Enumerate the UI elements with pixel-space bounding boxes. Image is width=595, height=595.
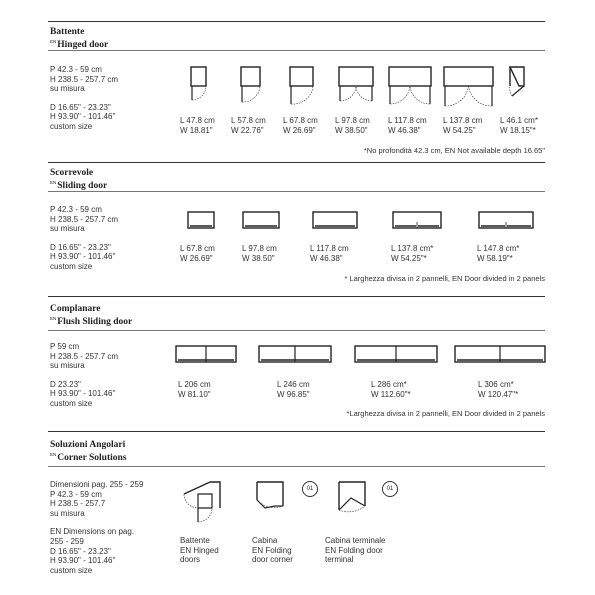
sliding-door-2-icon	[242, 211, 282, 231]
flush-dim-3: L 286 cm* W 112.60"*	[371, 380, 411, 399]
hinged-door-4-icon	[338, 66, 378, 104]
spec-line: P 42.3 - 59 cm	[50, 205, 102, 214]
hinged-dim-7: L 46.1 cm* W 18.15"*	[500, 116, 538, 135]
title-it: Complanare	[50, 304, 101, 314]
folding-door-terminal-icon	[337, 480, 377, 520]
flush-dim-4: L 306 cm* W 120.47"*	[478, 380, 519, 399]
badge-01: 01	[302, 481, 318, 497]
flush-note: *Larghezza divisa in 2 pannelli, EN Door divided in 2 panels	[346, 409, 545, 418]
en-marker: EN	[50, 39, 57, 44]
en-marker: EN	[50, 316, 57, 321]
spec-line: H 93.90" - 101.46"	[50, 556, 116, 566]
flush-door-3-icon	[354, 345, 440, 367]
spec-line: H 238.5 - 257.7 cm	[50, 74, 119, 84]
spec-line: su misura	[50, 224, 85, 234]
sliding-note: * Larghezza divisa in 2 pannelli, EN Door divided in 2 panels	[344, 274, 545, 283]
hinged-dim-2: L 57.8 cm W 22.76"	[231, 116, 266, 135]
spec-line: 255 - 259	[50, 536, 84, 546]
corner-hinged-door-icon	[180, 478, 226, 526]
section-title-sliding	[50, 168, 107, 191]
corner-label-hinged: Battente EN Hinged doors	[180, 536, 219, 564]
spec-line: P 42.3 - 59 cm	[50, 65, 102, 74]
spec-hinged	[50, 65, 118, 132]
flush-dim-2: L 246 cm W 96.85"	[277, 380, 310, 399]
spec-flush	[50, 342, 118, 409]
sliding-dim-2: L 97.8 cm W 38.50"	[242, 244, 277, 263]
corner-label-terminale: Cabina terminale EN Folding door terminal	[325, 536, 386, 564]
spec-line: D 16.65" - 23.23"	[50, 546, 111, 556]
spec-line: D 16.65" - 23.23"	[50, 242, 111, 252]
spec-line: H 93.90" - 101.46"	[50, 252, 116, 262]
hinged-door-3-icon	[289, 66, 317, 104]
hinged-note: *No profondità 42.3 cm, EN Not available depth 16.65"	[363, 146, 545, 155]
flush-door-2-icon	[258, 345, 334, 367]
hinged-dim-3: L 67.8 cm W 26.69"	[283, 116, 318, 135]
spec-line: H 238.5 - 257.7 cm	[50, 351, 119, 361]
section-title-corner	[50, 440, 127, 463]
hinged-dim-6: L 137.8 cm W 54.25"	[443, 116, 483, 135]
sliding-dim-1: L 67.8 cm W 26.69"	[180, 244, 215, 263]
hinged-dim-1: L 47.8 cm W 18.81"	[180, 116, 215, 135]
section-rule	[48, 296, 545, 297]
spec-gap	[50, 371, 118, 380]
flush-door-4-icon	[454, 345, 548, 367]
spec-line: EN Dimensions on pag.	[50, 527, 135, 537]
divider	[48, 191, 545, 192]
spec-line: custom size	[50, 121, 93, 131]
section-rule	[48, 162, 545, 163]
spec-line: D 23.23"	[50, 379, 81, 389]
title-en: Hinged door	[57, 40, 109, 51]
badge-01: 01	[382, 481, 398, 497]
en-marker: EN	[50, 452, 57, 457]
spec-line: custom size	[50, 398, 93, 408]
spec-line: custom size	[50, 261, 93, 271]
spec-line: H 238.5 - 257.7	[50, 499, 106, 509]
hinged-dim-5: L 117.8 cm W 46.38"	[388, 116, 427, 135]
hinged-door-7-icon	[509, 66, 529, 98]
title-en: Corner Solutions	[57, 453, 127, 464]
title-en: Sliding door	[57, 181, 108, 192]
hinged-door-1-icon	[190, 66, 210, 104]
divider	[48, 330, 545, 331]
spec-gap	[50, 234, 118, 243]
spec-line: su misura	[50, 361, 85, 371]
hinged-door-5-icon	[388, 66, 436, 104]
corner-label-cabina: Cabina EN Folding door corner	[252, 536, 293, 564]
spec-line: su misura	[50, 84, 85, 94]
section-title-flush	[50, 304, 132, 327]
spec-gap	[50, 94, 118, 103]
section-title-hinged	[50, 27, 108, 50]
divider	[48, 50, 545, 51]
title-en: Flush Sliding door	[57, 317, 133, 328]
spec-line: H 238.5 - 257.7 cm	[50, 214, 119, 224]
title-it: Scorrevole	[50, 168, 94, 178]
spec-line: H 93.90" - 101.46"	[50, 389, 116, 399]
spec-sliding	[50, 205, 118, 272]
title-it: Soluzioni Angolari	[50, 440, 126, 450]
spec-gap	[50, 518, 143, 527]
flush-door-1-icon	[175, 345, 239, 367]
top-rule	[48, 21, 545, 22]
spec-line: H 93.90" - 101.46"	[50, 112, 116, 122]
sliding-door-4-icon	[392, 211, 444, 231]
spec-line: P 42.3 - 59 cm	[50, 489, 102, 499]
sliding-door-3-icon	[312, 211, 360, 231]
sliding-dim-3: L 117.8 cm W 46.38"	[310, 244, 349, 263]
hinged-dim-4: L 97.8 cm W 38.50"	[335, 116, 370, 135]
sliding-dim-5: L 147.8 cm* W 58.19"*	[477, 244, 520, 263]
hinged-door-6-icon	[443, 66, 498, 106]
en-marker: EN	[50, 180, 57, 185]
spec-corner	[50, 480, 143, 575]
spec-line: P 59 cm	[50, 342, 80, 351]
spec-line: D 16.65" - 23.23"	[50, 102, 111, 112]
flush-dim-1: L 206 cm W 81.10"	[178, 380, 211, 399]
hinged-door-2-icon	[240, 66, 264, 104]
spec-line: Dimensioni pag. 255 - 259	[50, 480, 144, 489]
spec-line: custom size	[50, 565, 93, 575]
section-rule	[48, 431, 545, 432]
title-it: Battente	[50, 27, 85, 37]
folding-door-corner-icon	[255, 480, 295, 520]
sliding-door-1-icon	[187, 211, 217, 231]
sliding-dim-4: L 137.8 cm* W 54.25"*	[391, 244, 434, 263]
spec-line: su misura	[50, 508, 85, 518]
sliding-door-5-icon	[478, 211, 536, 231]
divider	[48, 466, 545, 467]
